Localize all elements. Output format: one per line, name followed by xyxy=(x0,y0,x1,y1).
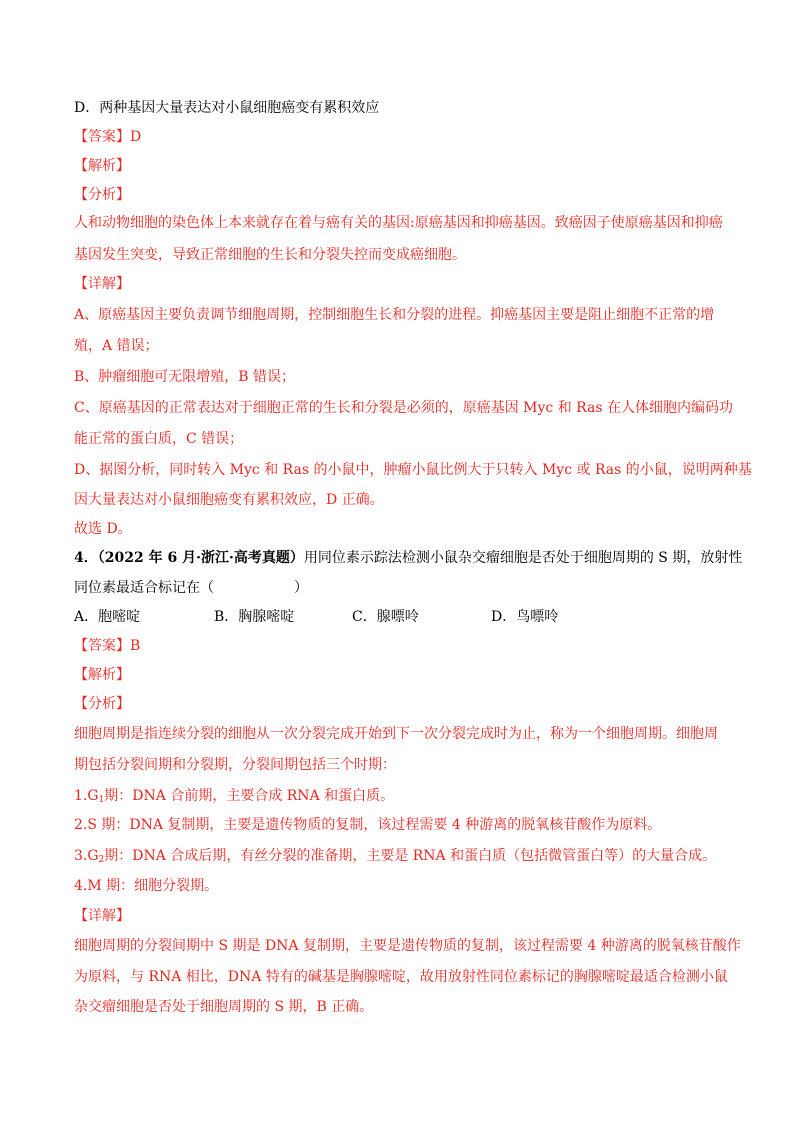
q4-answer: 【答案】B xyxy=(74,638,141,654)
q3-jiexi-heading: 【解析】 xyxy=(74,158,130,174)
q3-option-d: D．两种基因大量表达对小鼠细胞癌变有累积效应 xyxy=(74,100,380,116)
q4-jiexi-heading: 【解析】 xyxy=(74,667,130,683)
q3-detail-a-line-1: A、原癌基因主要负责调节细胞周期，控制细胞生长和分裂的进程。抑癌基因主要是阻止细胞不正常的增 xyxy=(74,307,715,323)
g2-subscript: 2 xyxy=(98,855,105,865)
q4-source: （2022 年 6 月·浙江·高考真题） xyxy=(97,550,304,566)
q4-analysis-line-2: 期包括分裂间期和分裂期，分裂间期包括三个时期： xyxy=(74,757,396,773)
q3-detail-a-line-2: 殖，A 错误； xyxy=(74,338,159,354)
q4-stem-line-1 xyxy=(74,548,742,570)
q3-detail-c-line-1: C、原癌基因的正常表达对于细胞正常的生长和分裂是必须的，原癌基因 Myc 和 Ras 在人体细胞内编码功 xyxy=(74,400,733,416)
g2-text: 期：DNA 合成后期，有丝分裂的准备期，主要是 RNA 和蛋白质（包括微管蛋白等）的大量合成。 xyxy=(104,848,717,864)
q3-detail-b: B、肿瘤细胞可无限增殖，B 错误； xyxy=(74,369,296,385)
q4-option-c: C．腺嘌呤 xyxy=(352,609,419,625)
q3-xiangjie-heading: 【详解】 xyxy=(74,276,130,292)
q4-analysis-line-1: 细胞周期是指连续分裂的细胞从一次分裂完成开始到下一次分裂完成时为止，称为一个细胞周期。细胞周 xyxy=(74,726,718,742)
q4-stem-text-1: 用同位素示踪法检测小鼠杂交瘤细胞是否处于细胞周期的 S 期，放射性 xyxy=(303,550,743,566)
q4-stem-line-2 xyxy=(74,578,308,600)
q3-analysis-line-2: 基因发生突变，导致正常细胞的生长和分裂失控而变成癌细胞。 xyxy=(74,247,466,263)
q4-stem-text-2a: 同位素最适合标记在（ xyxy=(74,580,214,596)
g1-subscript: 1 xyxy=(98,795,105,805)
g1-text: 期：DNA 合前期，主要合成 RNA 和蛋白质。 xyxy=(104,788,395,804)
q3-answer: 【答案】D xyxy=(74,129,142,145)
g2-prefix: 3.G xyxy=(74,848,99,864)
q4-detail-line-1: 细胞周期的分裂间期中 S 期是 DNA 复制期，主要是遗传物质的复制，该过程需要 4 种游离的脱氧核苷酸作 xyxy=(74,938,741,954)
q4-phase-g2 xyxy=(74,846,716,868)
q3-fenxi-heading: 【分析】 xyxy=(74,187,130,203)
q4-detail-line-2: 为原料，与 RNA 相比，DNA 特有的碱基是胸腺嘧啶，故用放射性同位素标记的胸腺嘧啶最适合检测小鼠 xyxy=(74,969,728,985)
q3-detail-d-line-1: D、据图分析，同时转入 Myc 和 Ras 的小鼠中，肿瘤小鼠比例大于只转入 Myc 或 Ras 的小鼠，说明两种基 xyxy=(74,462,752,478)
q4-option-b: B．胸腺嘧啶 xyxy=(214,609,295,625)
q3-analysis-line-1: 人和动物细胞的染色体上本来就存在着与癌有关的基因:原癌基因和抑癌基因。致癌因子使原癌基因和抑癌 xyxy=(74,215,723,231)
q4-fenxi-heading: 【分析】 xyxy=(74,696,130,712)
q4-phase-s: 2.S 期：DNA 复制期，主要是遗传物质的复制，该过程需要 4 种游离的脱氧核苷酸作为原料。 xyxy=(74,817,662,833)
q4-stem-text-2b: ） xyxy=(294,580,308,596)
q4-detail-line-3: 杂交瘤细胞是否处于细胞周期的 S 期，B 正确。 xyxy=(74,999,374,1015)
q3-detail-c-line-2: 能正常的蛋白质，C 错误； xyxy=(74,431,244,447)
q4-option-d: D．鸟嘌呤 xyxy=(491,609,559,625)
q3-detail-d-line-2: 因大量表达对小鼠细胞癌变有累积效应，D 正确。 xyxy=(74,492,384,508)
q4-number: 4． xyxy=(74,550,98,566)
q3-conclusion: 故选 D。 xyxy=(74,521,132,537)
q4-xiangjie-heading: 【详解】 xyxy=(74,908,130,924)
q4-phase-m: 4.M 期：细胞分裂期。 xyxy=(74,878,219,894)
q4-option-a: A．胞嘧啶 xyxy=(74,609,141,625)
q4-options-row xyxy=(74,607,724,629)
g1-prefix: 1.G xyxy=(74,788,99,804)
q4-phase-g1 xyxy=(74,786,394,808)
